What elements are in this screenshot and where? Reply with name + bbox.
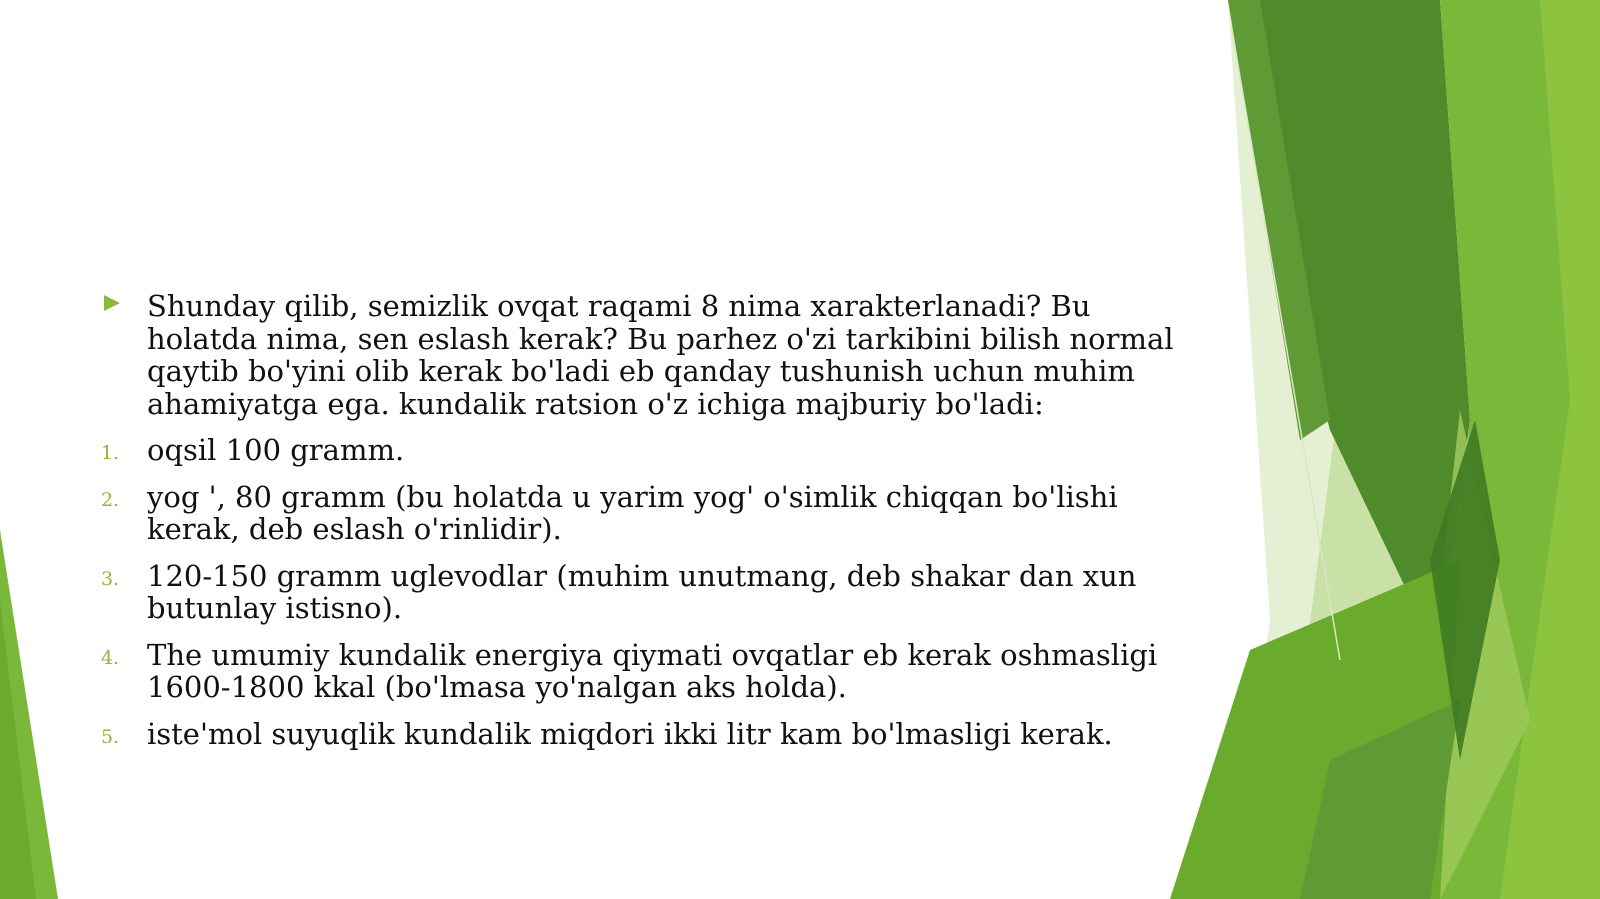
list-number: 4.	[101, 646, 120, 669]
list-item	[95, 639, 1205, 704]
list-number: 3.	[101, 567, 120, 590]
list-number: 1.	[101, 442, 120, 464]
list-item	[95, 560, 1205, 625]
list-item	[95, 481, 1205, 546]
list-item	[95, 434, 1205, 467]
intro-paragraph	[95, 290, 1205, 420]
list-item-text: oqsil 100 gramm.	[147, 433, 405, 467]
list-item-text: yog ', 80 gramm (bu holatda u yarim yog' o'simlik chiqqan bo'lishi kerak, deb eslash o'rinlidir).	[147, 479, 1118, 546]
intro-text: Shunday qilib, semizlik ovqat raqami 8 nima xarakterlanadi? Bu holatda nima, sen eslash kerak? Bu parhez o'zi tarkibini bilish normal qaytib bo'yini olib kerak bo'ladi eb qanday tushunish uchun muhim ahamiyatga ega. kundalik ratsion o'z ichiga majburiy bo'ladi:	[147, 289, 1174, 421]
list-number: 5.	[101, 725, 120, 748]
triangle-arrow-icon	[103, 294, 121, 312]
list-item-text: 120-150 gramm uglevodlar (muhim unutmang, deb shakar dan xun butunlay istisno).	[147, 558, 1137, 625]
slide-body	[95, 290, 1205, 764]
list-item-text: The umumiy kundalik energiya qiymati ovqatlar eb kerak oshmasligi 1600-1800 kkal (bo'lmasa yo'nalgan aks holda).	[147, 637, 1158, 704]
list-number: 2.	[101, 488, 120, 511]
numbered-list	[95, 434, 1205, 750]
list-item	[95, 718, 1205, 751]
list-item-text: iste'mol suyuqlik kundalik miqdori ikki litr kam bo'lmasligi kerak.	[147, 716, 1113, 751]
